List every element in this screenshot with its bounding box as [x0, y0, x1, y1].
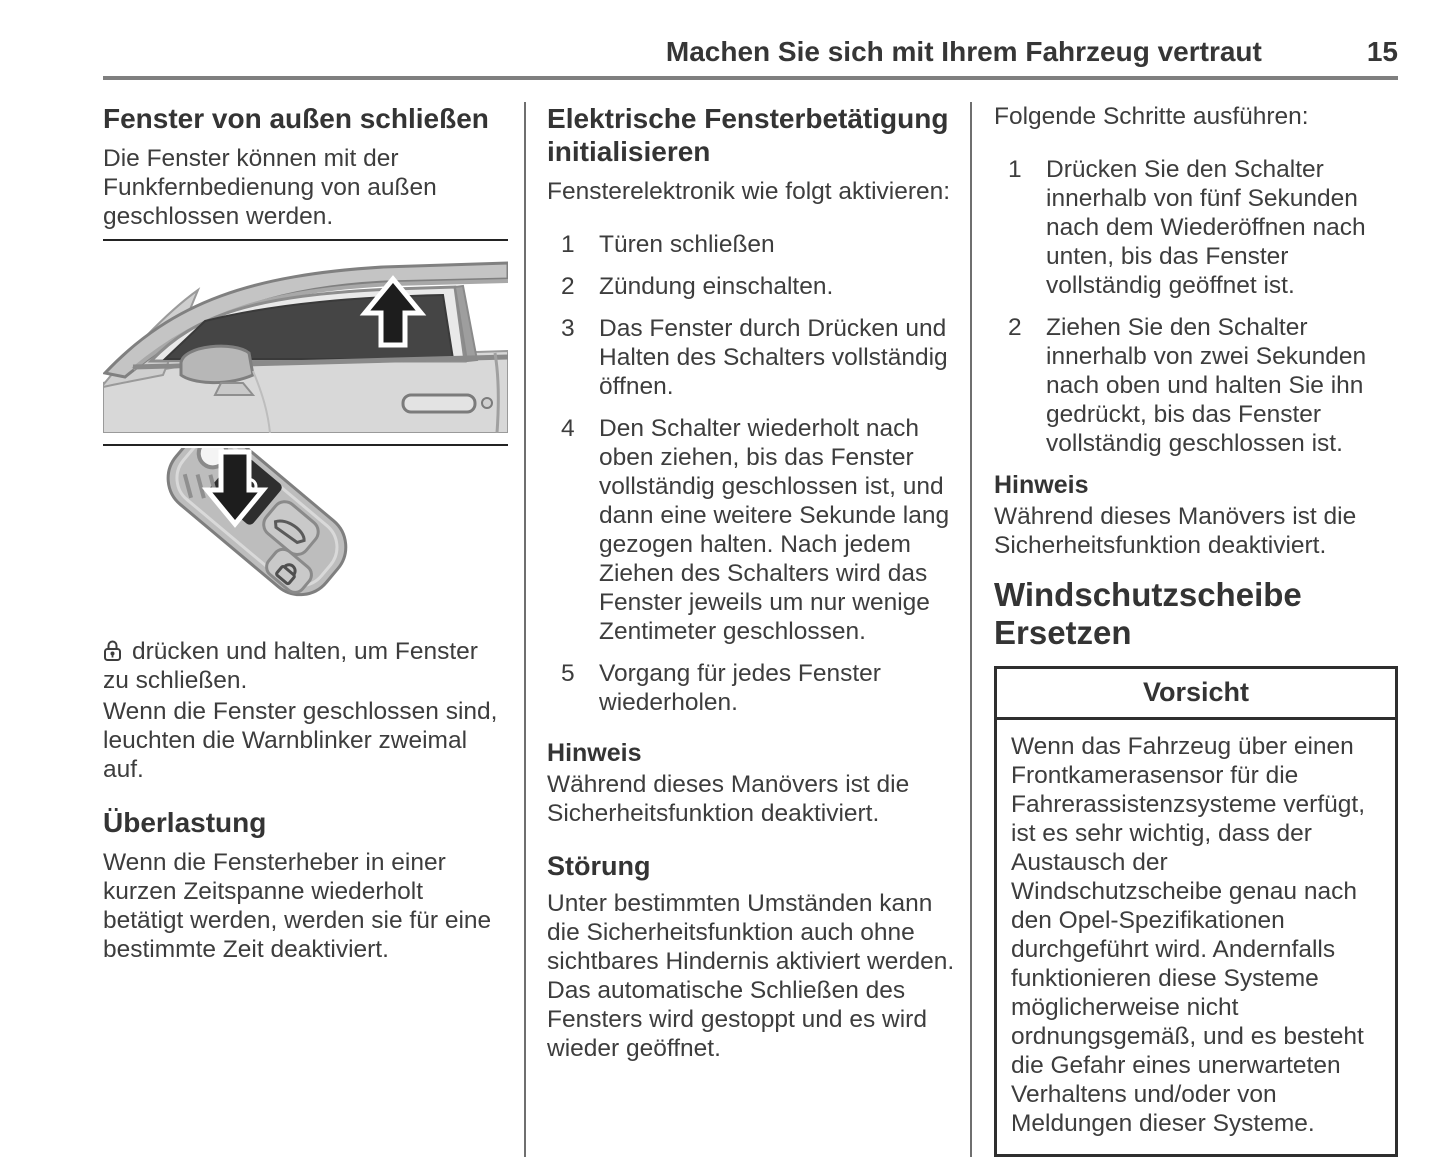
- step-number: 2: [561, 273, 575, 300]
- step-text: Das Fenster durch Drücken und Halten des Schalters vollständig öffnen.: [599, 315, 948, 400]
- page-header: [103, 36, 1398, 80]
- list-item: [547, 272, 958, 301]
- content-columns: [103, 102, 1398, 1157]
- note-text: Während dieses Manövers ist die Sicherheitsfunktion deaktiviert.: [994, 503, 1357, 559]
- padlock-icon: [103, 638, 122, 662]
- step-text: Ziehen Sie den Schalter innerhalb von zwei Sekunden nach oben und halten Sie ihn gedrückt, bis das Fenster vollständig geschlossen ist.: [1046, 314, 1367, 457]
- fault-text: Unter bestimmten Umständen kann die Sicherheitsfunktion auch ohne sichtbares Hindernis aktiviert werden. Das automatische Schließen des Fensters wird gestoppt und es wird wieder geöffnet.: [547, 890, 955, 1062]
- note-heading: Hinweis: [994, 471, 1089, 499]
- followup-steps-list: [994, 155, 1398, 458]
- remote-key-illustration: [103, 448, 443, 616]
- list-item: [547, 414, 958, 646]
- step-number: 2: [1008, 314, 1022, 341]
- init-steps-list: [547, 230, 958, 717]
- step-number: 3: [561, 315, 575, 342]
- column-left: [103, 102, 524, 1157]
- step-number: 4: [561, 415, 575, 442]
- section-heading-init-windows: Elektrische Fensterbetätigung initialisieren: [547, 103, 949, 167]
- close-windows-intro: Die Fenster können mit der Funkfernbedienung von außen geschlossen werden.: [103, 145, 437, 230]
- note-heading: Hinweis: [547, 739, 642, 767]
- caution-text: Wenn das Fahrzeug über einen Frontkamerasensor für die Fahrerassistenzsysteme verfügt, ist es sehr wichtig, dass der Austausch der Windschutzscheibe genau nach den Opel-Spezifikationen durchgeführt wird. Andernfalls funktionieren diese Systeme möglicherweise nicht ordnungsgemäß, und es besteht die Gefahr eines unerwarteten Verhaltens und/oder von Meldungen dieser Systeme.: [1011, 733, 1366, 1137]
- car-window-illustration: [103, 245, 508, 433]
- followup-intro: Folgende Schritte ausführen:: [994, 103, 1309, 130]
- remote-key-figure: [103, 448, 508, 623]
- chapter-running-title: Machen Sie sich mit Ihrem Fahrzeug vertraut: [665, 36, 1262, 67]
- list-item: [547, 314, 958, 401]
- fault-heading: Störung: [547, 851, 651, 881]
- hazard-flash-note: Wenn die Fenster geschlossen sind, leuchten die Warnblinker zweimal auf.: [103, 698, 498, 783]
- car-window-figure: [103, 239, 508, 446]
- step-number: 1: [1008, 156, 1022, 183]
- overload-text: Wenn die Fensterheber in einer kurzen Zeitspanne wiederholt betätigt werden, werden sie für eine bestimmte Zeit deaktiviert.: [103, 849, 492, 963]
- step-text: Vorgang für jedes Fenster wiederholen.: [599, 660, 881, 716]
- step-text: Zündung einschalten.: [599, 273, 834, 300]
- column-right: [970, 102, 1398, 1157]
- caution-box: [994, 666, 1398, 1157]
- note-text: Während dieses Manövers ist die Sicherheitsfunktion deaktiviert.: [547, 771, 910, 827]
- section-heading-windshield: Windschutzscheibe Ersetzen: [994, 576, 1302, 651]
- init-intro: Fensterelektronik wie folgt aktivieren:: [547, 178, 951, 205]
- lock-hold-instruction: [103, 637, 508, 695]
- caution-title: Vorsicht: [997, 669, 1395, 720]
- list-item: [994, 313, 1398, 458]
- lock-hold-text: drücken und halten, um Fenster zu schließen.: [103, 638, 478, 694]
- step-number: 1: [561, 231, 575, 258]
- section-heading-overload: Überlastung: [103, 807, 267, 838]
- column-middle: [524, 102, 970, 1157]
- page-number: 15: [1366, 36, 1398, 67]
- step-text: Den Schalter wiederholt nach oben ziehen, bis das Fenster vollständig geschlossen ist, und dann eine weitere Sekunde lang gezogen halten. Nach jedem Ziehen des Schalters wird das Fenster jeweils um nur wenige Zentimeter geschlossen.: [599, 415, 950, 645]
- list-item: [547, 659, 958, 717]
- step-number: 5: [561, 660, 575, 687]
- list-item: [547, 230, 958, 259]
- section-heading-close-windows: Fenster von außen schließen: [103, 103, 489, 134]
- step-text: Türen schließen: [599, 231, 775, 258]
- step-text: Drücken Sie den Schalter innerhalb von fünf Sekunden nach dem Wiederöffnen nach unten, bis das Fenster vollständig geöffnet ist.: [1046, 156, 1366, 299]
- list-item: [994, 155, 1398, 300]
